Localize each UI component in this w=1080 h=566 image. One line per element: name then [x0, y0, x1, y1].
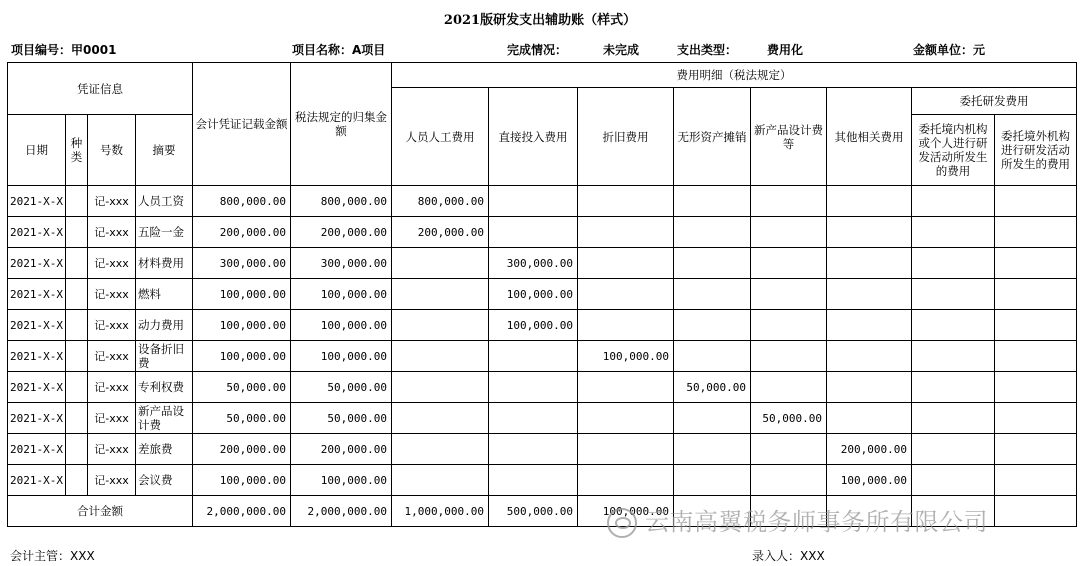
row-intangible: [674, 186, 751, 217]
row-entrusted-foreign: [995, 248, 1077, 279]
row-entrusted-foreign: [995, 403, 1077, 434]
row-tax-amount: 300,000.00: [291, 248, 392, 279]
row-intangible: [674, 217, 751, 248]
row-summary: 动力费用: [136, 310, 193, 341]
header-new-product: 新产品设计费等: [751, 88, 827, 186]
total-label: 合计金额: [8, 496, 193, 527]
row-date: 2021-X-X: [8, 403, 66, 434]
row-summary: 燃料: [136, 279, 193, 310]
row-direct-input: 300,000.00: [489, 248, 578, 279]
project-name-value: A项目: [352, 43, 386, 57]
row-personnel: [392, 434, 489, 465]
row-intangible: [674, 341, 751, 372]
row-other: [827, 279, 912, 310]
table-row: [8, 310, 1077, 341]
row-date: 2021-X-X: [8, 217, 66, 248]
row-direct-input: [489, 186, 578, 217]
total-direct-input: 500,000.00: [489, 496, 578, 527]
row-voucher-no: 记-xxx: [88, 186, 136, 217]
header-personnel: 人员人工费用: [392, 88, 489, 186]
type-value: 费用化: [767, 43, 804, 57]
row-direct-input: 100,000.00: [489, 310, 578, 341]
row-summary: 专利权费: [136, 372, 193, 403]
row-entrusted-foreign: [995, 372, 1077, 403]
row-acct-amount: 800,000.00: [193, 186, 291, 217]
total-personnel: 1,000,000.00: [392, 496, 489, 527]
row-date: 2021-X-X: [8, 310, 66, 341]
table-row: [8, 248, 1077, 279]
row-kind: [66, 372, 88, 403]
row-depreciation: [578, 310, 674, 341]
status-label: 完成情况：: [507, 43, 568, 57]
row-tax-amount: 50,000.00: [291, 403, 392, 434]
header-intangible: 无形资产摊销: [674, 88, 751, 186]
project-no-label: 项目编号：: [11, 43, 72, 57]
row-depreciation: [578, 403, 674, 434]
row-date: 2021-X-X: [8, 248, 66, 279]
header-voucher-info: 凭证信息: [8, 63, 193, 115]
table-row: [8, 279, 1077, 310]
row-new-product: [751, 186, 827, 217]
row-intangible: [674, 310, 751, 341]
row-voucher-no: 记-xxx: [88, 403, 136, 434]
row-other: [827, 403, 912, 434]
total-depreciation: 100,000.00: [578, 496, 674, 527]
row-other: [827, 372, 912, 403]
watermark-text: 云南高翼税务师事务所有限公司: [645, 508, 988, 536]
row-personnel: [392, 248, 489, 279]
row-personnel: [392, 465, 489, 496]
row-kind: [66, 310, 88, 341]
row-voucher-no: 记-xxx: [88, 217, 136, 248]
row-summary: 新产品设计费: [136, 403, 193, 434]
row-entrusted-foreign: [995, 186, 1077, 217]
row-intangible: 50,000.00: [674, 372, 751, 403]
row-direct-input: [489, 403, 578, 434]
row-depreciation: [578, 248, 674, 279]
row-depreciation: [578, 372, 674, 403]
row-summary: 会议费: [136, 465, 193, 496]
row-depreciation: [578, 186, 674, 217]
row-entrusted-domestic: [912, 372, 995, 403]
header-expense-detail: 费用明细（税法规定）: [392, 63, 1077, 88]
row-summary: 人员工资: [136, 186, 193, 217]
row-date: 2021-X-X: [8, 186, 66, 217]
row-other: [827, 217, 912, 248]
row-direct-input: [489, 465, 578, 496]
row-new-product: [751, 217, 827, 248]
unit-value: 元: [973, 43, 986, 57]
row-new-product: [751, 434, 827, 465]
row-kind: [66, 279, 88, 310]
header-entrusted: 委托研发费用: [912, 88, 1077, 115]
row-kind: [66, 186, 88, 217]
row-entrusted-domestic: [912, 341, 995, 372]
row-entrusted-foreign: [995, 465, 1077, 496]
row-voucher-no: 记-xxx: [88, 279, 136, 310]
table-row: [8, 217, 1077, 248]
row-intangible: [674, 279, 751, 310]
table-row: [8, 372, 1077, 403]
row-kind: [66, 341, 88, 372]
row-date: 2021-X-X: [8, 434, 66, 465]
row-entrusted-foreign: [995, 341, 1077, 372]
row-acct-amount: 100,000.00: [193, 465, 291, 496]
row-date: 2021-X-X: [8, 372, 66, 403]
header-entrusted-foreign: 委托境外机构进行研发活动所发生的费用: [995, 115, 1077, 186]
row-entrusted-domestic: [912, 248, 995, 279]
row-kind: [66, 217, 88, 248]
row-other: 200,000.00: [827, 434, 912, 465]
row-entrusted-domestic: [912, 310, 995, 341]
row-new-product: [751, 341, 827, 372]
row-other: [827, 341, 912, 372]
row-date: 2021-X-X: [8, 279, 66, 310]
row-depreciation: 100,000.00: [578, 341, 674, 372]
table-row: [8, 403, 1077, 434]
row-entrusted-foreign: [995, 310, 1077, 341]
ledger-table: [7, 62, 1077, 527]
total-entrusted-foreign: [995, 496, 1077, 527]
table-row: [8, 465, 1077, 496]
row-acct-amount: 50,000.00: [193, 403, 291, 434]
row-kind: [66, 248, 88, 279]
row-kind: [66, 465, 88, 496]
row-acct-amount: 200,000.00: [193, 217, 291, 248]
row-acct-amount: 300,000.00: [193, 248, 291, 279]
row-new-product: [751, 465, 827, 496]
row-kind: [66, 403, 88, 434]
row-personnel: [392, 403, 489, 434]
row-voucher-no: 记-xxx: [88, 248, 136, 279]
row-tax-amount: 100,000.00: [291, 465, 392, 496]
row-tax-amount: 200,000.00: [291, 217, 392, 248]
row-acct-amount: 100,000.00: [193, 279, 291, 310]
row-tax-amount: 100,000.00: [291, 341, 392, 372]
row-other: 100,000.00: [827, 465, 912, 496]
row-voucher-no: 记-xxx: [88, 310, 136, 341]
row-other: [827, 186, 912, 217]
header-other: 其他相关费用: [827, 88, 912, 186]
header-direct-input: 直接投入费用: [489, 88, 578, 186]
row-new-product: [751, 372, 827, 403]
row-tax-amount: 200,000.00: [291, 434, 392, 465]
row-acct-amount: 50,000.00: [193, 372, 291, 403]
header-tax-amount: 税法规定的归集金额: [291, 63, 392, 186]
project-name-field: [292, 41, 385, 58]
row-entrusted-foreign: [995, 217, 1077, 248]
total-tax-amount: 2,000,000.00: [291, 496, 392, 527]
row-entrusted-domestic: [912, 434, 995, 465]
row-new-product: [751, 248, 827, 279]
row-intangible: [674, 465, 751, 496]
row-new-product: [751, 279, 827, 310]
row-depreciation: [578, 465, 674, 496]
row-direct-input: [489, 372, 578, 403]
unit-label: 金额单位：: [913, 43, 974, 57]
row-summary: 差旅费: [136, 434, 193, 465]
row-date: 2021-X-X: [8, 465, 66, 496]
header-date: 日期: [8, 115, 66, 186]
status-value: 未完成: [603, 43, 640, 57]
row-date: 2021-X-X: [8, 341, 66, 372]
row-other: [827, 310, 912, 341]
ledger-rows: [8, 186, 1077, 496]
row-tax-amount: 100,000.00: [291, 310, 392, 341]
row-depreciation: [578, 217, 674, 248]
row-entrusted-foreign: [995, 279, 1077, 310]
ledger-title: 2021版研发支出辅助账（样式）: [443, 13, 637, 28]
project-no-value: 甲0001: [71, 43, 117, 57]
row-new-product: 50,000.00: [751, 403, 827, 434]
row-acct-amount: 100,000.00: [193, 341, 291, 372]
table-row: [8, 341, 1077, 372]
row-direct-input: [489, 341, 578, 372]
header-kind: 种类: [66, 115, 88, 186]
row-direct-input: [489, 217, 578, 248]
table-row: [8, 186, 1077, 217]
row-summary: 设备折旧费: [136, 341, 193, 372]
row-summary: 五险一金: [136, 217, 193, 248]
row-direct-input: [489, 434, 578, 465]
row-tax-amount: 50,000.00: [291, 372, 392, 403]
row-personnel: [392, 279, 489, 310]
row-kind: [66, 434, 88, 465]
row-intangible: [674, 403, 751, 434]
row-personnel: [392, 310, 489, 341]
row-direct-input: 100,000.00: [489, 279, 578, 310]
header-summary: 摘要: [136, 115, 193, 186]
table-row: [8, 434, 1077, 465]
row-entrusted-foreign: [995, 434, 1077, 465]
project-name-label: 项目名称：: [292, 43, 353, 57]
row-new-product: [751, 310, 827, 341]
row-intangible: [674, 434, 751, 465]
row-tax-amount: 800,000.00: [291, 186, 392, 217]
row-acct-amount: 100,000.00: [193, 310, 291, 341]
type-label: 支出类型：: [677, 43, 738, 57]
project-no-field: [11, 41, 116, 58]
footer-supervisor: 会计主管：XXX: [10, 549, 95, 563]
row-voucher-no: 记-xxx: [88, 465, 136, 496]
unit-field: [913, 41, 985, 58]
row-depreciation: [578, 434, 674, 465]
row-personnel: [392, 372, 489, 403]
row-entrusted-domestic: [912, 279, 995, 310]
row-personnel: 200,000.00: [392, 217, 489, 248]
row-tax-amount: 100,000.00: [291, 279, 392, 310]
row-entrusted-domestic: [912, 465, 995, 496]
row-depreciation: [578, 279, 674, 310]
row-other: [827, 248, 912, 279]
row-acct-amount: 200,000.00: [193, 434, 291, 465]
footer-entered-by: 录入人：XXX: [752, 549, 825, 563]
row-personnel: 800,000.00: [392, 186, 489, 217]
header-acct-amount: 会计凭证记载金额: [193, 63, 291, 186]
row-entrusted-domestic: [912, 186, 995, 217]
header-depreciation: 折旧费用: [578, 88, 674, 186]
wechat-icon: [607, 508, 637, 538]
row-voucher-no: 记-xxx: [88, 434, 136, 465]
row-voucher-no: 记-xxx: [88, 372, 136, 403]
header-entrusted-domestic: 委托境内机构或个人进行研发活动所发生的费用: [912, 115, 995, 186]
row-entrusted-domestic: [912, 403, 995, 434]
row-intangible: [674, 248, 751, 279]
row-personnel: [392, 341, 489, 372]
row-entrusted-domestic: [912, 217, 995, 248]
row-summary: 材料费用: [136, 248, 193, 279]
row-voucher-no: 记-xxx: [88, 341, 136, 372]
total-acct-amount: 2,000,000.00: [193, 496, 291, 527]
watermark: [607, 502, 988, 538]
header-number: 号数: [88, 115, 136, 186]
